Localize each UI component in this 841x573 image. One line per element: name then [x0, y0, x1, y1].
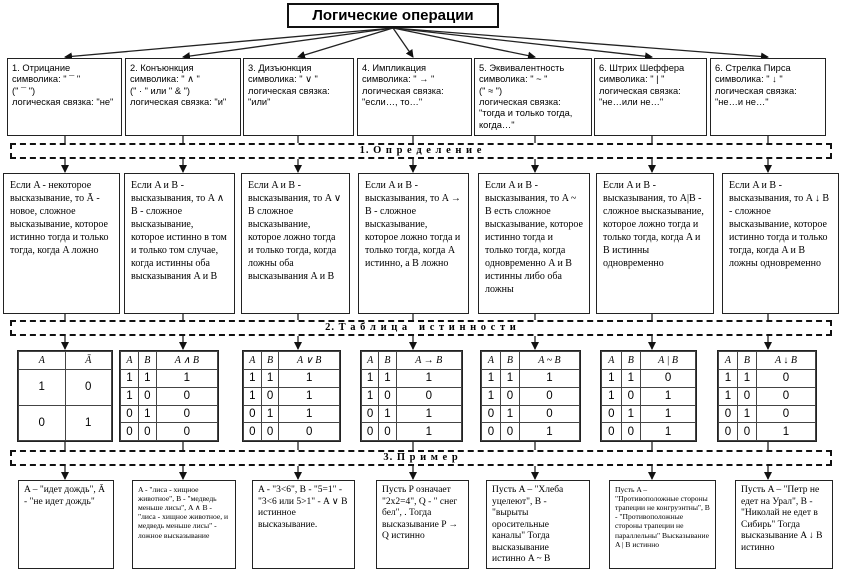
table-cell: 1	[121, 387, 139, 405]
table-header: A	[602, 352, 622, 370]
operation-symbol: символика: " ↓ "	[715, 74, 783, 85]
example-box-negation: A – "идет дождь", Ā - "не идет дождь"	[18, 480, 114, 569]
table-cell: 0	[379, 423, 396, 441]
table-header: A	[362, 352, 379, 370]
operation-connective: логическая связка:	[599, 85, 681, 96]
table-cell: 0	[362, 423, 379, 441]
operation-box-peirce-arrow	[710, 58, 826, 136]
truth-table-equivalence	[480, 350, 581, 442]
table-cell: 1	[121, 370, 139, 388]
table-cell: 1	[737, 405, 756, 423]
table-cell: 1	[379, 405, 396, 423]
example-box-sheffer-stroke: Пусть A – "Противоположные стороны трапеции не конгруэнтны", B - "Противоположные стороны трапеции не параллельны" Высказывание A | B истинно	[609, 480, 716, 569]
table-cell: 0	[641, 370, 696, 388]
table-cell: 1	[362, 387, 379, 405]
table-cell: 1	[621, 370, 641, 388]
definition-box-implication: Если A и B - высказывания, то A → B - сложное высказывание, которое ложно тогда и только тогда, когда A истинно, а B ложно	[358, 173, 469, 314]
table-cell: 0	[621, 423, 641, 441]
table-cell: 1	[244, 387, 262, 405]
table-cell: 1	[396, 423, 461, 441]
table-cell: 0	[756, 387, 815, 405]
table-cell: 0	[482, 405, 501, 423]
table-cell: 0	[138, 423, 156, 441]
table-cell: 0	[602, 405, 622, 423]
table-cell: 1	[500, 370, 519, 388]
operation-box-implication	[357, 58, 472, 136]
operation-name: 2. Конъюнкция	[130, 63, 194, 73]
table-cell: 0	[756, 370, 815, 388]
table-cell: 0	[156, 387, 217, 405]
definition-box-conjunction: Если A и B - высказывания, то A ∧ B - сложное высказывание, которое истинно в том и только том случае, когда истинны оба высказывания A и B	[124, 173, 235, 314]
table-cell: 0	[482, 423, 501, 441]
table-cell: 1	[261, 405, 279, 423]
table-cell: 1	[261, 370, 279, 388]
truth-table-disjunction	[242, 350, 341, 442]
table-cell: 0	[65, 370, 112, 406]
table-cell: 0	[261, 423, 279, 441]
table-cell: 1	[621, 405, 641, 423]
table-cell: 1	[138, 405, 156, 423]
table-header: A	[719, 352, 738, 370]
table-cell: 0	[500, 387, 519, 405]
table-cell: 1	[65, 405, 112, 441]
table-cell: 1	[279, 405, 340, 423]
operation-connective: логическая связка:	[715, 85, 797, 96]
table-cell: 0	[719, 405, 738, 423]
definition-box-sheffer-stroke: Если A и B - высказывания, то A|B - сложное высказывание, которое ложно тогда и только тогда, когда A и B истинны одновременно	[596, 173, 714, 314]
truth-table-implication	[360, 350, 463, 442]
operation-symbol: символика: " ¯ "	[12, 74, 81, 85]
table-cell: 0	[379, 387, 396, 405]
table-header: B	[138, 352, 156, 370]
table-header: B	[621, 352, 641, 370]
table-header: Ā	[65, 352, 112, 370]
table-header: A ↓ B	[756, 352, 815, 370]
table-cell: 0	[279, 423, 340, 441]
table-cell: 1	[602, 370, 622, 388]
example-box-peirce-arrow: Пусть A – "Петр не едет на Урал", B - "Николай не едет в Сибирь" Тогда высказывание A ↓ B истинно	[735, 480, 833, 569]
definition-box-disjunction: Если A и B - высказывания, то A ∨ B сложное высказывание, которое ложно тогда и только тогда, когда ложны оба высказывания A и B	[241, 173, 350, 314]
table-header: A ~ B	[519, 352, 579, 370]
table-cell: 1	[396, 370, 461, 388]
operation-symbol-alt: (" ≈ ")	[479, 85, 503, 96]
table-cell: 0	[737, 387, 756, 405]
example-box-conjunction: A - "лиса - хищное животное", B - "медведь меньше лисы", A ∧ B - "лиса - хищное животное, и медведь меньше лисы" - ложное высказывание	[132, 480, 236, 569]
table-header: A ∨ B	[279, 352, 340, 370]
table-cell: 0	[362, 405, 379, 423]
operation-connective: логическая связка:	[362, 85, 444, 96]
table-header: B	[261, 352, 279, 370]
table-cell: 0	[500, 423, 519, 441]
table-cell: 1	[737, 370, 756, 388]
definition-box-equivalence: Если A и B - высказывания, то A ~ B есть сложное высказывание, которое истинно тогда и только тогда, когда одновременно A и B истинны либо оба ложны	[478, 173, 590, 314]
table-cell: 0	[244, 423, 262, 441]
truth-table-conjunction	[119, 350, 219, 442]
operation-symbol: символика: " ∧ "	[130, 74, 200, 85]
table-header: A | B	[641, 352, 696, 370]
operation-name: 5. Эквивалентность	[479, 63, 565, 73]
operation-box-conjunction	[125, 58, 241, 136]
table-cell: 0	[621, 387, 641, 405]
table-cell: 0	[602, 423, 622, 441]
operation-name: 3. Дизъюнкция	[248, 63, 312, 73]
table-cell: 0	[138, 387, 156, 405]
operation-box-negation	[7, 58, 122, 136]
table-cell: 1	[482, 387, 501, 405]
operation-connective-value: "не…и не…"	[715, 96, 769, 107]
table-cell: 1	[156, 370, 217, 388]
operation-name: 4. Импликация	[362, 63, 427, 73]
table-cell: 1	[602, 387, 622, 405]
table-cell: 1	[641, 387, 696, 405]
definition-box-negation: Если A - некоторое высказывание, то Ā - новое, сложное высказывание, которое истинно тогда и только тогда, когда A ложно	[3, 173, 120, 314]
operation-symbol: символика: " ~ "	[479, 74, 548, 85]
page-title: Логические операции	[287, 3, 499, 28]
operation-box-equivalence	[474, 58, 592, 136]
table-cell: 1	[719, 387, 738, 405]
operation-box-disjunction	[243, 58, 354, 136]
table-cell: 0	[737, 423, 756, 441]
table-cell: 0	[519, 387, 579, 405]
table-cell: 1	[19, 370, 66, 406]
operation-symbol: символика: " | "	[599, 74, 665, 85]
example-box-disjunction: A - "3<6", B - "5=1" - "3<6 или 5>1" - A ∨ B истинное высказывание.	[252, 480, 355, 569]
table-cell: 1	[719, 370, 738, 388]
truth-table-negation	[17, 350, 113, 442]
table-header: A	[244, 352, 262, 370]
table-cell: 1	[519, 423, 579, 441]
operation-symbol-alt: (" ¯ ")	[12, 85, 36, 96]
table-cell: 0	[756, 405, 815, 423]
section-header-truth-table: 2. Т а б л и ц а и с т и н н о с т и	[10, 320, 832, 336]
table-cell: 0	[719, 423, 738, 441]
table-header: A → B	[396, 352, 461, 370]
table-header: A	[482, 352, 501, 370]
operation-symbol: символика: " ∨ "	[248, 74, 318, 85]
table-cell: 1	[279, 370, 340, 388]
operation-connective: логическая связка: "и"	[130, 96, 227, 107]
table-cell: 0	[121, 405, 139, 423]
table-cell: 1	[500, 405, 519, 423]
section-header-example: 3. П р и м е р	[10, 450, 832, 466]
table-header: A ∧ B	[156, 352, 217, 370]
operation-symbol: символика: " → "	[362, 74, 435, 85]
operation-connective: логическая связка: "тогда и только тогда, когда…"	[479, 96, 573, 130]
table-cell: 0	[19, 405, 66, 441]
table-cell: 0	[156, 423, 217, 441]
operation-name: 1. Отрицание	[12, 63, 71, 73]
table-cell: 1	[641, 423, 696, 441]
definition-box-peirce-arrow: Если A и B - высказывания, то A ↓ B - сложное высказывание, которое истинно тогда и только тогда, когда A и B ложны одновременно	[722, 173, 839, 314]
operation-connective: логическая связка:	[248, 85, 330, 96]
table-cell: 1	[362, 370, 379, 388]
table-cell: 0	[156, 405, 217, 423]
table-header: B	[737, 352, 756, 370]
table-cell: 0	[261, 387, 279, 405]
table-header: A	[19, 352, 66, 370]
example-box-equivalence: Пусть A – "Хлеба уцелеют", B - "вырыты оросительные каналы" Тогда высказывание истинно A ~ B	[486, 480, 590, 569]
table-cell: 0	[121, 423, 139, 441]
table-cell: 1	[138, 370, 156, 388]
table-cell: 1	[279, 387, 340, 405]
example-box-implication: Пусть P означает "2x2=4", Q - " снег бел", . Тогда высказывание P → Q истинно	[376, 480, 469, 569]
table-cell: 1	[482, 370, 501, 388]
table-cell: 1	[756, 423, 815, 441]
table-cell: 1	[379, 370, 396, 388]
operation-connective-value: "если…, то…"	[362, 96, 423, 107]
operation-name: 6. Стрелка Пирса	[715, 63, 791, 73]
table-header: A	[121, 352, 139, 370]
table-cell: 0	[396, 387, 461, 405]
table-header: B	[500, 352, 519, 370]
table-cell: 1	[641, 405, 696, 423]
truth-table-peirce-arrow	[717, 350, 817, 442]
operation-name: 6. Штрих Шеффера	[599, 63, 685, 73]
table-cell: 0	[519, 405, 579, 423]
truth-table-sheffer-stroke	[600, 350, 697, 442]
table-cell: 1	[519, 370, 579, 388]
operation-connective-value: "не…или не…"	[599, 96, 664, 107]
table-header: B	[379, 352, 396, 370]
operation-symbol-alt: (" · " или " & ")	[130, 85, 190, 96]
operation-box-sheffer-stroke	[594, 58, 707, 136]
table-cell: 1	[244, 370, 262, 388]
table-cell: 0	[244, 405, 262, 423]
table-cell: 1	[396, 405, 461, 423]
section-header-definition: 1. О п р е д е л е н и е	[10, 143, 832, 159]
operation-connective: логическая связка: "не"	[12, 96, 114, 107]
operation-connective-value: "или"	[248, 96, 271, 107]
